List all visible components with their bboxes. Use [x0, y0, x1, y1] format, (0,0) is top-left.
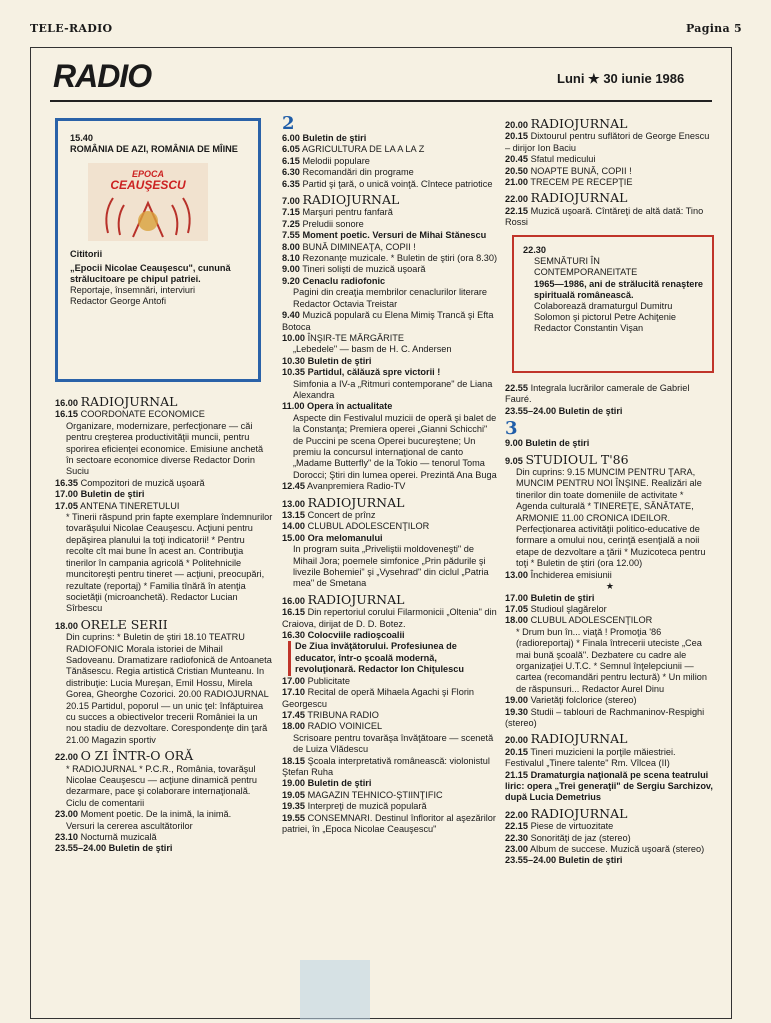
program-title: RADIOJURNAL: [307, 591, 405, 607]
program-time: 20.50: [505, 165, 528, 176]
program-item: [505, 154, 715, 165]
program-description: Versuri la cererea ascultătorilor: [66, 820, 193, 831]
program-item: [282, 481, 500, 492]
program-description: Organizare, modernizare, perfecţionare — căi pentru creşterea productivităţii muncii, pentru sporirea eficienţei economice. Emisiune anchetă în sectoare economice diverse Redactor Dorin Suciu: [66, 420, 264, 477]
program-item: [282, 533, 500, 544]
program-time: 6.30: [282, 167, 300, 178]
program-description: * RADIOJURNAL * P.C.R., România, tovarăşul Nicolae Ceauşescu — acţiune dinamică pentru dezarmare, pace şi colaborare internaţională. Ciclu de comentarii: [66, 763, 257, 808]
program-item: [282, 333, 500, 344]
program-description: Din cuprins: * Buletin de ştiri 18.10 TEATRU RADIOFONIC Morala istoriei de Mihail Sadoveanu. Dramatizare radiofonică de Antoaneta Tănăsescu. Regia artistică Cristian Munteanu. In distribuţie: Lucia Mureşan, Emil Hossu, Mirela Gorea, Gheorghe Cozorici. 20.00 RADIOJURNAL 20.15 Partidul, poporul — un unic ţel: înfăptuirea cu succes a obiectivelor trecerii României la un nou stadiu de dezvoltare. Corespondenţe din ţară 21.00 Magazin sportiv: [66, 632, 272, 745]
program-time: 6.00: [282, 133, 300, 143]
program-time: 16.15: [282, 607, 305, 618]
program-time: 7.15: [282, 207, 300, 218]
program-title: Preludii sonore: [302, 218, 364, 229]
semnaturi-text-1: 1965—1986, ani de strălucită renaştere spirituală românească.: [534, 278, 704, 300]
program-time: 22.30: [505, 832, 528, 843]
program-title: RADIOJURNAL: [307, 494, 405, 510]
program-description: * Tinerii răspund prin fapte exemplare îndemnurilor tovarăşului Nicolae Ceauşescu. Acţiuni pentru depăşirea planului la toţi indicatorii! * Pentru recolte cît mai bune în acest an. Contribuţia tinerilor în campania agricolă * Politehnicile muncitoreşti pentru tineret — acţiuni, preocupări, rezultate (reportaj) * Familia tînără în atenţia societăţii (microanchetă). Redactor Lucian Sîrbescu: [66, 512, 273, 614]
program-time: 7.00: [282, 196, 300, 207]
program-time: 8.00: [282, 241, 300, 252]
program-time: 16.30: [282, 630, 305, 641]
program-description: In program suita „Priveliştii moldoveneşti" de Mihail Jora; poemele simfonice „Prin pădurile şi livezile Bohemiei" şi „Vysehrad" din ciclul „Patria mea" de Smetana: [293, 544, 489, 589]
title-rule: [50, 100, 712, 102]
program-time: 18.00: [282, 721, 305, 732]
program2-number: 2: [282, 113, 295, 134]
program-time: 16.00: [55, 398, 78, 408]
program-title: Buletin de ştiri: [80, 489, 145, 500]
program-time: 21.15: [505, 769, 528, 780]
program-time: 10.00: [282, 332, 305, 343]
program3-list-a: [505, 438, 715, 581]
program-item: [55, 832, 273, 843]
program-time: 17.00: [282, 675, 305, 686]
program-time: 19.00: [282, 778, 305, 789]
featured-text-4: Redactor George Antofi: [70, 296, 167, 307]
program-item: [282, 710, 500, 721]
program-time: 20.15: [505, 746, 528, 757]
program-title: Compozitori de muzică uşoară: [80, 477, 205, 488]
program-highlight: De Ziua învăţătorului. Profesiunea de educator, într-o şcoală modernă, revoluţionară. Redactor Ion Chiţulescu: [288, 641, 500, 675]
program-item: [282, 801, 500, 812]
program-time: 23.10: [55, 832, 78, 843]
program-item: [55, 489, 273, 500]
program-item: [55, 409, 273, 420]
program-item: [282, 133, 500, 144]
program-time: 11.00: [282, 401, 305, 412]
program-item: [505, 833, 715, 844]
program-item: [282, 310, 500, 333]
program-time: 19.35: [282, 801, 305, 812]
program-item: [282, 367, 500, 378]
program-title: Recital de operă Mihaela Agachi şi Florin Georgescu: [282, 687, 475, 709]
program-item: [282, 721, 500, 732]
program-time: 18.00: [505, 615, 528, 626]
program-title: Concert de prînz: [307, 510, 376, 520]
program-title: Buletin de ştiri: [302, 133, 367, 143]
program-item: [282, 676, 500, 687]
program-item: [282, 144, 500, 155]
program-title: Buletin de ştiri: [558, 405, 623, 416]
semnaturi-text-2: Colaborează dramaturgul Dumitru Solomon şi pictorul Petre Achiţenie: [534, 301, 676, 323]
program-item: [282, 264, 500, 275]
program-title: CONSEMNARI. Destinul înfloritor al aşezărilor patriei, în „Epoca Nicolae Ceauşescu": [282, 812, 496, 834]
program-description: Simfonia a IV-a „Ritmuri contemporane" de Liana Alexandra: [293, 378, 493, 400]
program-time: 23.00: [505, 844, 528, 855]
program-time: 9.00: [282, 264, 300, 275]
program-time: 22.15: [505, 205, 528, 216]
program-item: [55, 618, 273, 632]
program-item: [282, 756, 500, 779]
program-time: 17.05: [505, 603, 528, 614]
program-title: Şcoala interpretativă românească: violonistul Ştefan Ruha: [282, 755, 490, 777]
program-description: Aspecte din Festivalul muzicii de operă şi balet de la Constanţa; Premiera operei „Gianni Schicchi" de Puccini pe scena Operei bucureştene; Un premiu la concursul internaţional de canto „Madame Butterfly" de la Tokio — tenorul Toma Dorocci; Ştiri din lumea operei. Prezintă Ana Buga: [293, 412, 497, 480]
program-description: Scrisoare pentru tovarăşa învăţătoare — scenetă de Luiza Vlădescu: [293, 732, 494, 755]
program-title: BUNĂ DIMINEAŢA, COPII !: [302, 241, 416, 252]
program-item: [505, 131, 715, 154]
program-title: RADIOJURNAL: [530, 731, 628, 747]
program-title: Integrala lucrărilor camerale de Gabriel Fauré.: [505, 383, 690, 405]
featured-title: ROMÂNIA DE AZI, ROMÂNIA DE MÎINE: [70, 144, 238, 155]
featured-text-2: „Epocii Nicolae Ceauşescu", cunună strălucitoare pe chipul patriei.: [70, 262, 231, 284]
program-item: [505, 821, 715, 832]
program3-lower: [505, 383, 715, 867]
program-time: 22.00: [505, 194, 528, 205]
program-item: [505, 604, 715, 615]
program-title: Buletin de ştiri: [530, 592, 595, 603]
page-number: Pagina 5: [686, 22, 742, 35]
program-time: 9.00: [505, 438, 523, 449]
program-item: [505, 177, 715, 188]
program-title: RADIO VOINICEL: [307, 721, 383, 732]
program-title: Tineri solişti de muzică uşoară: [302, 264, 426, 275]
program-item: [282, 790, 500, 801]
program-item: [505, 191, 715, 205]
program-item: [505, 732, 715, 746]
program-time: 22.00: [55, 752, 78, 763]
program-title: ORELE SERII: [80, 616, 168, 632]
program-item: [282, 253, 500, 264]
program-title: CLUBUL ADOLESCENŢILOR: [307, 521, 430, 532]
program-time: 16.15: [55, 409, 78, 420]
program-title: Moment poetic. De la inimă, la inimă.: [80, 809, 232, 820]
semnaturi-box: [512, 235, 714, 373]
program-title: Partid şi ţară, o unică voinţă. Cîntece patriotice: [302, 178, 493, 189]
program-time: 17.05: [55, 500, 78, 511]
program-item: [505, 406, 715, 417]
stamp-watermark: [300, 960, 370, 1020]
program-title: Muzică uşoară. Cîntăreţi de altă dată: Tino Rossi: [505, 205, 704, 228]
program-time: 9.05: [505, 455, 523, 466]
program-item: [282, 356, 500, 367]
program-item: [282, 276, 500, 287]
program2-evening-list: [505, 117, 715, 229]
semnaturi-text-3: Redactor Constantin Vişan: [534, 323, 644, 334]
program3-list-b: [505, 593, 715, 867]
program-title: Buletin de ştiri: [307, 355, 372, 366]
program-item: [282, 510, 500, 521]
program-time: 20.15: [505, 131, 528, 142]
program-item: [55, 843, 273, 854]
program-time: 16.00: [282, 595, 305, 606]
program-title: TRECEM PE RECEPŢIE: [530, 177, 633, 188]
program-title: NOAPTE BUNĂ, COPII !: [530, 165, 632, 176]
emblem-main-text: CEAUŞESCU: [110, 178, 186, 193]
program-item: [505, 438, 715, 449]
program-item: [55, 478, 273, 489]
program-title: RADIOJURNAL: [530, 116, 628, 131]
program-title: Buletin de ştiri: [108, 843, 173, 854]
semnaturi-title: SEMNĂTURI ÎN CONTEMPORANEITATE: [534, 256, 638, 278]
program-title: Cenaclu radiofonic: [302, 275, 386, 286]
program-title: STUDIOUL T'86: [525, 451, 629, 467]
program-title: Rezonanţe muzicale. * Buletin de ştiri (ora 8.30): [302, 253, 498, 264]
program-item: [282, 193, 500, 207]
program-title: TRIBUNA RADIO: [307, 709, 379, 720]
program-item: [282, 813, 500, 836]
program-time: 9.40: [282, 310, 300, 321]
program-time: 19.55: [282, 812, 305, 823]
star-divider: ★: [605, 581, 615, 592]
program-time: 10.35: [282, 367, 305, 378]
program-item: [505, 844, 715, 855]
program-time: 18.00: [55, 620, 78, 631]
program-title: Dramaturgia naţională pe scena teatrului liric: opera „Trei generaţii" de Sergiu Sarchizov, după Lucia Demetrius: [505, 769, 713, 803]
program-title: Sfatul medicului: [530, 154, 596, 165]
program-item: [505, 807, 715, 821]
program-time: 7.55: [282, 230, 300, 241]
program-title: O ZI ÎNTR-O ORĂ: [80, 748, 194, 764]
program-time: 21.00: [505, 177, 528, 188]
program-item: [505, 855, 715, 866]
program-time: 6.05: [282, 144, 300, 155]
program-title: Colocviile radioşcoalii: [307, 630, 405, 641]
program-item: [505, 770, 715, 804]
program2-list: [282, 133, 500, 835]
program-time: 19.05: [282, 789, 305, 800]
featured-text-1: Cititorii: [70, 249, 103, 260]
program-time: 15.00: [282, 532, 305, 543]
program-item: [282, 156, 500, 167]
program-title: Muzică populară cu Elena Mimiş Trancă şi Efta Botoca: [282, 310, 494, 332]
program-time: 13.00: [282, 498, 305, 509]
program-item: [505, 615, 715, 626]
program2-column: [282, 114, 500, 835]
program-time: 23.55–24.00: [505, 405, 557, 416]
program-title: RADIOJURNAL: [530, 190, 628, 206]
program-time: 23.00: [55, 809, 78, 820]
program-title: Buletin de ştiri: [307, 778, 372, 789]
program-title: Moment poetic. Versuri de Mihai Stănescu: [302, 230, 487, 241]
program-item: [505, 707, 715, 730]
featured-box: [55, 118, 261, 382]
program-title: Partidul, călăuză spre victorii !: [307, 367, 441, 378]
program-title: Tineri muzicieni la porţile măiestriei. Festivalul „Tinere talente" Rm. Vîlcea (II): [505, 746, 676, 769]
program-title: MAGAZIN TEHNICO-ŞTIINŢIFIC: [307, 789, 443, 800]
program-item: [55, 749, 273, 763]
program-time: 19.00: [505, 695, 528, 706]
program-item: [55, 395, 273, 409]
featured-time: 15.40: [70, 133, 93, 143]
program-time: 12.45: [282, 481, 305, 492]
program-item: [505, 383, 715, 406]
program-item: [505, 166, 715, 177]
program-title: Avanpremiera Radio-TV: [307, 481, 406, 492]
program-title: Buletin de ştiri: [558, 855, 623, 866]
program-time: 17.00: [55, 489, 78, 500]
program-title: Sonorităţi de jaz (stereo): [530, 832, 631, 843]
featured-text-3: Reportaje, însemnări, interviuri: [70, 285, 196, 296]
program-title: Recomandări din programe: [302, 167, 414, 178]
program1-column: [55, 392, 273, 855]
program-item: [505, 747, 715, 770]
program-title: AGRICULTURA DE LA A LA Z: [301, 144, 425, 155]
program-time: 17.10: [282, 687, 305, 698]
program-time: 13.00: [505, 569, 528, 580]
program-title: Nocturnă muzicală: [80, 832, 157, 843]
emblem-wheat-icon: [88, 163, 208, 241]
program-time: 16.35: [55, 477, 78, 488]
program-time: 6.15: [282, 155, 300, 166]
program-item: [282, 630, 500, 641]
semnaturi-time: 22.30: [523, 245, 546, 255]
program-title: RADIOJURNAL: [302, 192, 400, 208]
program-item: [282, 521, 500, 532]
program-item: [55, 501, 273, 512]
program-time: 23.55–24.00: [55, 843, 107, 854]
program-title: RADIOJURNAL: [530, 805, 628, 821]
program-description: Pagini din creaţia membrilor cenaclurilor literare Redactor Octavia Treistar: [293, 287, 488, 309]
program-title: CLUBUL ADOLESCENŢILOR: [530, 615, 653, 626]
program-time: 10.30: [282, 355, 305, 366]
program-time: 23.55–24.00: [505, 855, 557, 866]
program-item: [282, 593, 500, 607]
program-item: [505, 206, 715, 229]
program-item: [282, 401, 500, 412]
page-header-left: TELE-RADIO: [30, 22, 113, 35]
program-time: 7.25: [282, 218, 300, 229]
emblem-top-text: EPOCA: [131, 169, 164, 180]
program-title: Album de succese. Muzică uşoară (stereo): [530, 844, 705, 855]
program2-late-list: [505, 383, 715, 417]
program-item: [282, 179, 500, 190]
program-title: Închiderea emisiunii: [530, 569, 612, 580]
program-item: [282, 778, 500, 789]
program-title: Buletin de ştiri: [525, 438, 590, 449]
program-description: * Drum bun în... viaţă ! Promoţia '86 (radioreportaj) * Finala întrecerii uteciste „Cea mai bună şcoală". Dezbatere cu cadre ale organizaţiei U.T.C. * Semnul înţelepciunii — cartea (recomandări pentru lectură) * Un milion de răspunsuri... Redactor Aurel Dinu: [516, 626, 707, 694]
program-title: ANTENA TINERETULUI: [80, 500, 180, 511]
program-time: 22.55: [505, 383, 528, 393]
program-time: 17.45: [282, 709, 305, 720]
program-item: [282, 607, 500, 630]
program-description: „Lebedele" — basm de H. C. Andersen: [293, 344, 452, 355]
program-item: [282, 230, 500, 241]
program-time: 13.15: [282, 510, 305, 520]
program-title: Ora melomanului: [307, 532, 383, 543]
program-item: [505, 593, 715, 604]
program-time: 14.00: [282, 521, 305, 532]
program-title: Studioul şlagărelor: [530, 603, 607, 614]
program-title: Varietăţi folclorice (stereo): [530, 695, 637, 706]
program-time: 20.00: [505, 735, 528, 746]
section-title: RADIO: [53, 58, 152, 94]
program3-number: 3: [505, 418, 518, 440]
program-time: 20.00: [505, 120, 528, 130]
program-item: [282, 207, 500, 218]
program-item: [282, 167, 500, 178]
program-title: Din repertoriul corului Filarmonicii „Oltenia" din Craiova, dirijat de D. D. Botez.: [282, 607, 497, 629]
program-item: [282, 687, 500, 710]
program-time: 20.45: [505, 154, 528, 165]
program-item: [282, 219, 500, 230]
program-time: 22.00: [505, 809, 528, 820]
program-title: RADIOJURNAL: [80, 394, 178, 409]
program-title: ÎNŞIR-TE MĂRGĂRITE: [307, 332, 405, 343]
program-time: 17.00: [505, 592, 528, 603]
program-item: [282, 496, 500, 510]
program-title: Piese de virtuozitate: [530, 821, 614, 832]
program-time: 8.10: [282, 253, 300, 264]
program-title: Opera în actualitate: [307, 401, 393, 412]
program-item: [282, 242, 500, 253]
program-item: [505, 117, 715, 131]
program-title: Dixtourul pentru suflători de George Enescu – dirijor Ion Baciu: [505, 131, 710, 153]
program-item: [505, 695, 715, 706]
program-title: Interpreţi de muzică populară: [307, 801, 427, 812]
program-time: 22.15: [505, 821, 528, 832]
program-title: Publicitate: [307, 675, 350, 686]
date-line: Luni ★ 30 iunie 1986: [557, 71, 685, 86]
program-item: [505, 570, 715, 581]
program-time: 19.30: [505, 706, 528, 717]
program-title: Studii – tablouri de Rachmaninov-Respighi (stereo): [505, 706, 705, 728]
program-item: [55, 809, 273, 820]
program-description: Din cuprins: 9.15 MUNCIM PENTRU ŢARA, MUNCIM PENTRU NOI ÎNŞINE. Realizări ale tinerilor din toate domeniile de activitate * Agenda culturală * TINEREŢE, SĂNĂTATE, ARMONIE 11.00 CRONICA IDEILOR. Perfecţionarea activităţii politico-educative de formare a omului nou, cerinţă esenţială a noii etape de dezvoltare a ţării * Muzicoteca pentru toţi * Buletin de ştiri (ora 12.00): [516, 467, 706, 569]
epoca-emblem: [88, 163, 208, 241]
program-time: 6.35: [282, 178, 300, 189]
program-title: Melodii populare: [302, 155, 370, 166]
program-time: 18.15: [282, 755, 305, 766]
program3-column: [505, 114, 715, 229]
program-time: 9.20: [282, 275, 300, 286]
program-title: COORDONATE ECONOMICE: [80, 409, 205, 420]
program-title: Marşuri pentru fanfară: [302, 207, 393, 218]
program-item: [505, 453, 715, 467]
